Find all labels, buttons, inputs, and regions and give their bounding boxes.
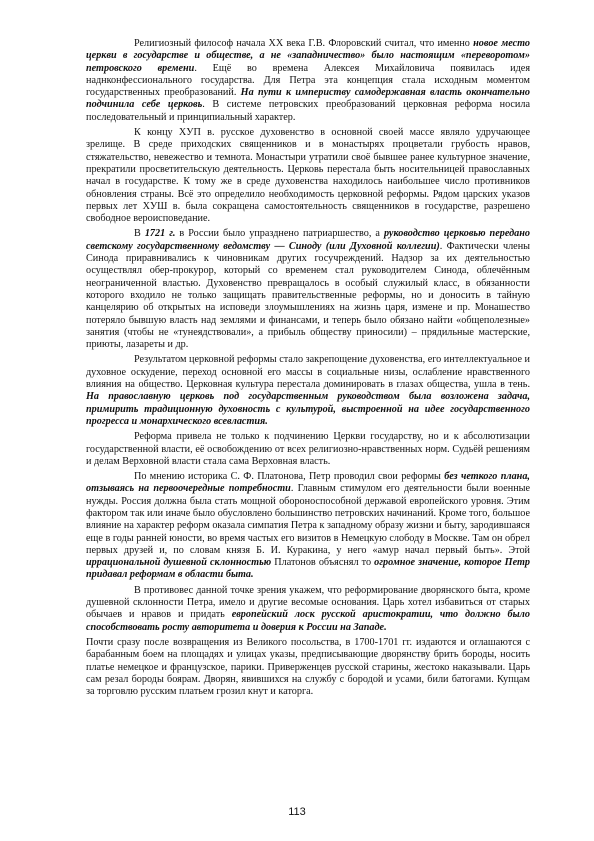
text-run: Платонов объяснял то xyxy=(271,557,375,569)
paragraph xyxy=(86,228,530,351)
text-run: К концу ХУП в. русское духовенство в основной своей массе являло удручающее зрелище. В среде приходских священников и в монастырях процветали грубость нравов, стяжательство, невежество и темнота. Монастыри утратили своё бывшее ранее культурное значение, прекратили просветительскую деятельность. Церковь перестала быть носительницей православных начал в государстве. К тому же в среде духовенства находилось наибольшее число противников обновления страны. Всё это определило необходимость церковной реформы. Рядом царских указов первых лет ХУШ в. была сокращена самостоятельность священников в государстве, разрешено свободное вероисповедание. xyxy=(86,127,530,225)
emphasized-text: огромное значение, которое Петр придавал реформам в области быта. xyxy=(86,557,530,581)
text-run: Почти сразу после возвращения из Великого посольства, в 1700-1701 гг. издаются и оглашаются с барабанным боем на площадях и улицах указы, предписывающие дворянству брить бороды, носить платье немецкое и французское, парики. Приверженцев русской старины, жестоко наказывали. Царь сам резал бороды боярам. Дворян, явившихся на службу с бородой и усами, били батогами. Купцам за торговлю русским платьем грозил кнут и каторга. xyxy=(86,636,530,698)
text-run: Религиозный философ начала XX века Г.В. Флоровский считал, что именно xyxy=(134,38,474,49)
paragraph xyxy=(86,585,530,634)
emphasized-text: 1721 г. xyxy=(144,228,176,240)
text-run: В противовес данной точке зрения укажем, что реформирование дворянского быта, кроме душевной склонности Петра, имело и другие весомые основания. Царь хотел избавиться от старых обычаев и нравов и придать xyxy=(86,584,530,621)
emphasized-text: На православную церковь под государственным руководством была возложена задача, примирить традиционную духовность с культурой, выстроенной на идее государственного прогресса и монархического всевластия. xyxy=(86,391,530,427)
text-run: . В системе петровских преобразований церковная реформа носила последовательный и принципиальный характер. xyxy=(86,99,530,123)
text-run: . Фактически члены Синода приравнивались к чиновникам других госучреждений. Надзор за их деятельностью осуществлял обер-прокурор, который со временем стал руководителем Синода, облечённым неограниченной властью. Духовенство превращалось в особый служилый класс, в обязанности которого входило не только защищать правительственные реформы, но и доносить в тайную канцелярию об открытых на исповеди злоумышлениях на жизнь царя, измене и пр. Монашество потеряло бывшую власть над землями и финансами, и теперь было обязано найти «общеполезные» занятия (чтобы не «тунеядствовали», а прибыль обществу приносили) – прядильные мастерские, приюты, лазареты и др. xyxy=(86,240,531,351)
paragraph xyxy=(86,471,530,582)
text-run: в России было упразднено патриаршество, а xyxy=(175,228,384,240)
page-number: 113 xyxy=(288,806,306,818)
body-text xyxy=(86,38,530,701)
paragraph xyxy=(86,127,530,225)
paragraph xyxy=(86,637,530,698)
paragraph xyxy=(86,354,530,428)
text-run: По мнению историка С. Ф. Платонова, Петр проводил свои реформы xyxy=(134,471,445,483)
emphasized-text: новое место церкви в государстве и обществе, а не «западничество» было настоящим «переворотом» петровского времени xyxy=(86,38,530,74)
emphasized-text: иррациональной душевной склонностью xyxy=(86,557,272,569)
text-run: В xyxy=(134,228,145,240)
text-run: . Главным стимулом его деятельности были военные нужды. Россия должна была стать мощной обороноспособной державой европейского уровня. Этим фактором так или иначе было обусловлено большинство петровских начинаний. Кроме того, большое влияние на характер реформ оказала симпатия Петра к западному образу жизни и быту, зародившаяся еще в годы ранней юности, во время частых его визитов в Немецкую слободу в Москве. Там он обрел первых друзей и, по словам князя Б. И. Куракина, у него «амур начал первый быть». Этой xyxy=(86,483,531,556)
emphasized-text: руководство церковью передано светскому государственному ведомству — Синоду (или Духовной коллегии) xyxy=(86,228,530,252)
paragraph xyxy=(86,38,530,124)
text-run: Реформа привела не только к подчинению Церкви государству, но и к абсолютизации государственной власти, её освобождению от всех религиозно-нравственных норм. Судьёй решениям и делам Верховной власти стала сама Верховная власть. xyxy=(86,431,530,467)
text-run: . Ещё во времена Алексея Михайловича появилась идея наднконфессионального государства. Для Петра эта концепция стала исходным моментом государственных преобразований. xyxy=(86,62,531,99)
paragraph xyxy=(86,431,530,468)
text-run: Результатом церковной реформы стало закрепощение духовенства, его интеллектуальное и духовное оскудение, переход основной его массы в социальные низы, ослабление нравственного влияния на общество. Церковная культура перестала доминировать в глазах общества, ушла в тень. xyxy=(86,354,530,391)
emphasized-text: европейский лоск русской аристократии, что должно было способствовать росту авторитета и доверия к России на Западе. xyxy=(86,609,530,633)
emphasized-text: На пути к империству самодержавная власть окончательно подчинила себе церковь xyxy=(86,87,530,111)
emphasized-text: без четкого плана, отзываясь на первоочередные потребности xyxy=(86,471,530,495)
